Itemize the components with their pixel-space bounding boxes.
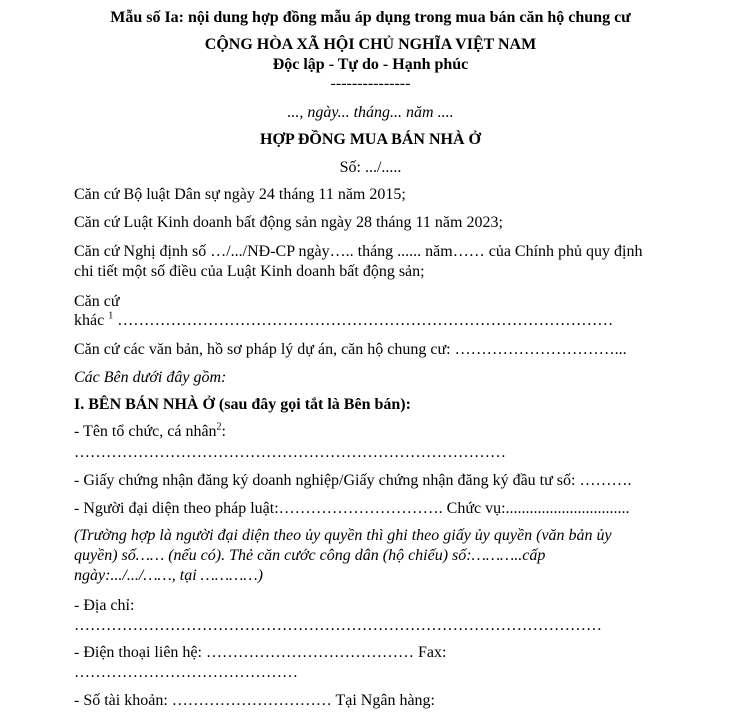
national-motto: Độc lập - Tự do - Hạnh phúc <box>272 56 469 73</box>
seller-representative-line: - Người đại diện theo pháp luật:…………………………. Chức vụ:............................... <box>74 500 630 517</box>
seller-org-dots: ……………………………………………………………………… <box>74 444 506 461</box>
seller-phone-dots: …………………………………… <box>74 664 298 681</box>
contract-title: HỢP ĐỒNG MUA BÁN NHÀ Ở <box>260 131 481 148</box>
basis-decree: Căn cứ Nghị định số …/.../NĐ-CP ngày….. tháng ...... năm…… của Chính phủ quy định <box>74 243 643 260</box>
seller-section-heading: I. BÊN BÁN NHÀ Ở (sau đây gọi tắt là Bên bán): <box>74 396 411 413</box>
authorization-note-2: quyền) số…… (nếu có). Thẻ căn cước công dân (hộ chiếu) số:………..cấp <box>74 547 546 564</box>
seller-org-label: - Tên tổ chức, cá nhân$^2$: <box>74 421 226 440</box>
footnote-marker-1: 1 <box>108 310 114 322</box>
footnote-marker-2: 2 <box>216 421 222 433</box>
date-line: ..., ngày... tháng... năm .... <box>287 104 454 121</box>
parties-intro: Các Bên dưới đây gồm: <box>74 369 227 386</box>
basis-real-estate-law: Căn cứ Luật Kinh doanh bất động sản ngày 28 tháng 11 năm 2023; <box>74 214 503 231</box>
republic-title: CỘNG HÒA XÃ HỘI CHỦ NGHĨA VIỆT NAM <box>204 36 537 53</box>
authorization-note-1: (Trường hợp là người đại diện theo ủy quyền thì ghi theo giấy ủy quyền (văn bản ủy <box>74 527 612 544</box>
basis-other-label: Căn cứ <box>74 293 120 310</box>
authorization-note-3: ngày:.../.../……, tại …………) <box>74 567 263 584</box>
header-separator: --------------- <box>330 75 411 92</box>
basis-other-word: khác <box>74 312 105 329</box>
seller-phone-line: - Điện thoại liên hệ: ………………………………… Fax: <box>74 644 447 661</box>
basis-project-documents: Căn cứ các văn bản, hồ sơ pháp lý dự án, căn hộ chung cư: …………………………... <box>74 341 627 358</box>
basis-other-line <box>74 311 613 331</box>
seller-address-label: - Địa chỉ: <box>74 597 135 614</box>
form-title: Mẫu số Ia: nội dung hợp đồng mẫu áp dụng trong mua bán căn hộ chung cư <box>110 9 631 26</box>
seller-address-dots: ……………………………………………………………………………………… <box>74 617 602 634</box>
basis-decree-continued: chi tiết một số điều của Luật Kinh doanh bất động sản; <box>74 263 425 280</box>
seller-certificate-line: - Giấy chứng nhận đăng ký doanh nghiệp/Giấy chứng nhận đăng ký đầu tư số: ………. <box>74 472 632 489</box>
basis-civil-code: Căn cứ Bộ luật Dân sự ngày 24 tháng 11 năm 2015; <box>74 186 406 203</box>
contract-number: Số: .../..... <box>339 159 402 176</box>
basis-other-dots: ………………………………………………………………………………… <box>113 312 614 329</box>
seller-account-line: - Số tài khoản: ………………………… Tại Ngân hàng: <box>74 692 435 709</box>
